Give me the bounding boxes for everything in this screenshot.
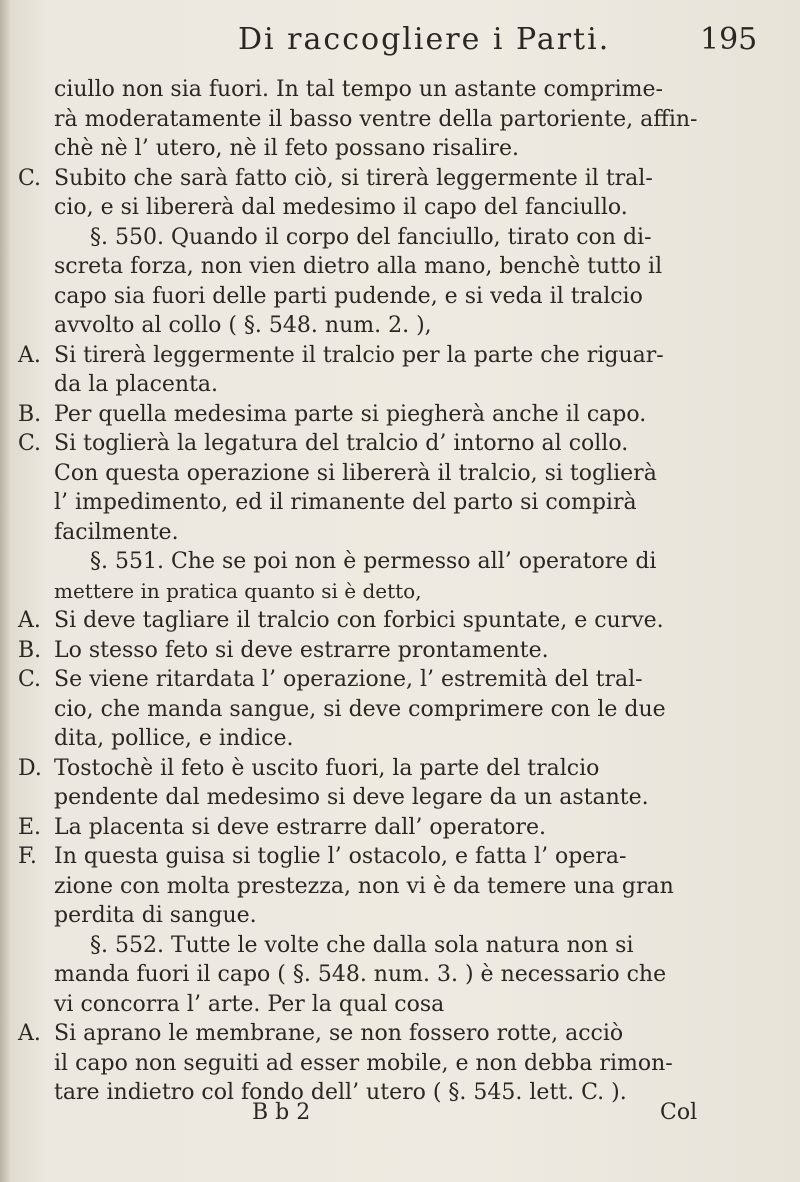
line-text: manda fuori il capo ( §. 548. num. 3. ) è necessario che [54,962,667,987]
text-line [18,370,793,400]
line-text: il capo non seguiti ad esser mobile, e non debba rimon- [54,1050,673,1076]
line-text: l’ impedimento, ed il rimanente del parto si compirà [54,490,637,515]
margin-letter-label: D. [18,755,42,781]
text-line [18,518,793,548]
text-line [18,134,793,164]
line-text: avvolto al collo ( §. 548. num. 2. ), [54,313,432,338]
line-text: In questa guisa si toglie l’ ostacolo, e fatta l’ opera- [54,844,627,869]
text-line [18,577,793,607]
line-text: La placenta si deve estrarre dall’ operatore. [54,814,546,840]
text-line [18,223,793,253]
line-text: Si deve tagliare il tralcio con forbici spuntate, e curve. [54,608,664,633]
text-line [18,1019,793,1049]
line-text: Per quella medesima parte si piegherà anche il capo. [54,401,647,427]
line-text: facilmente. [54,519,179,545]
text-line [18,105,793,135]
text-line [18,813,793,843]
line-text: pendente dal medesimo si deve legare da un astante. [54,785,649,810]
text-line [18,547,793,577]
line-text: Lo stesso feto si deve estrarre prontamente. [54,637,549,663]
line-text: cio, e si libererà dal medesimo il capo del fanciullo. [54,195,628,220]
line-text: screta forza, non vien dietro alla mano, benchè tutto il [54,254,663,279]
margin-letter-label: C. [18,431,42,456]
text-line [18,990,793,1020]
line-text: Si tirerà leggermente il tralcio per la parte che riguar- [54,342,664,368]
line-text: mettere in pratica quanto si è detto, [54,578,422,603]
text-line [18,842,793,872]
text-line [18,960,793,990]
text-line [18,429,793,459]
text-line [18,931,793,961]
running-title: Di raccogliere i Parti. [238,22,611,57]
text-line [18,606,793,636]
text-line [18,783,793,813]
margin-letter-label: A. [18,342,41,368]
text-line [18,636,793,666]
line-text: tare indietro col fondo dell’ utero ( §. 545. lett. C. ). [54,1080,627,1105]
line-text: Con questa operazione si libererà il tralcio, si toglierà [54,460,657,486]
text-line [18,459,793,489]
text-line [18,164,793,194]
text-line [18,901,793,931]
line-text: chè nè l’ utero, nè il feto possano risalire. [54,136,519,161]
text-line [18,754,793,784]
margin-letter-label: E. [18,814,42,840]
line-text: dita, pollice, e indice. [54,726,294,751]
margin-letter-label: B. [18,637,42,663]
margin-letter-label: C. [18,667,42,692]
page-header [0,16,800,56]
line-text: §. 551. Che se poi non è permesso all’ operatore di [90,549,657,574]
line-text: zione con molta prestezza, non vi è da temere una gran [54,873,674,899]
line-text: rà moderatamente il basso ventre della partoriente, affin- [54,106,698,132]
text-line [18,724,793,754]
body-text [18,75,793,1108]
line-text: §. 552. Tutte le volte che dalla sola natura non si [90,932,634,958]
text-line [18,695,793,725]
line-text: da la placenta. [54,372,219,397]
line-text: cio, che manda sangue, si deve comprimere con le due [54,696,666,722]
margin-letter-label: C. [18,165,42,191]
text-line [18,75,793,105]
line-text: Se viene ritardata l’ operazione, l’ estremità del tral- [54,667,643,692]
line-text: Subito che sarà fatto ciò, si tirerà leggermente il tral- [54,165,653,191]
margin-letter-label: A. [18,1021,41,1046]
line-text: §. 550. Quando il corpo del fanciullo, tirato con di- [90,224,652,250]
text-line [18,872,793,902]
catchword: Col [660,1100,698,1125]
text-line [18,1049,793,1079]
line-text: Si toglierà la legatura del tralcio d’ intorno al collo. [54,431,629,456]
page-binding-shadow [0,0,10,1182]
line-text: Si aprano le membrane, se non fossero rotte, acciò [54,1021,624,1046]
text-line [18,252,793,282]
line-text: perdita di sangue. [54,903,257,928]
text-line [18,665,793,695]
margin-letter-label: B. [18,401,42,427]
text-line [18,400,793,430]
line-text: vi concorra l’ arte. Per la qual cosa [54,991,445,1017]
text-line [18,282,793,312]
margin-letter-label: F. [18,844,37,869]
text-line [18,193,793,223]
page-number: 195 [700,22,758,57]
line-text: Tostochè il feto è uscito fuori, la parte del tralcio [54,755,600,781]
line-text: capo sia fuori delle parti pudende, e si veda il tralcio [54,283,643,309]
signature-mark: B b 2 [252,1100,311,1125]
text-line [18,341,793,371]
text-line [18,488,793,518]
text-line [18,311,793,341]
margin-letter-label: A. [18,608,41,633]
line-text: ciullo non sia fuori. In tal tempo un astante comprime- [54,77,663,102]
